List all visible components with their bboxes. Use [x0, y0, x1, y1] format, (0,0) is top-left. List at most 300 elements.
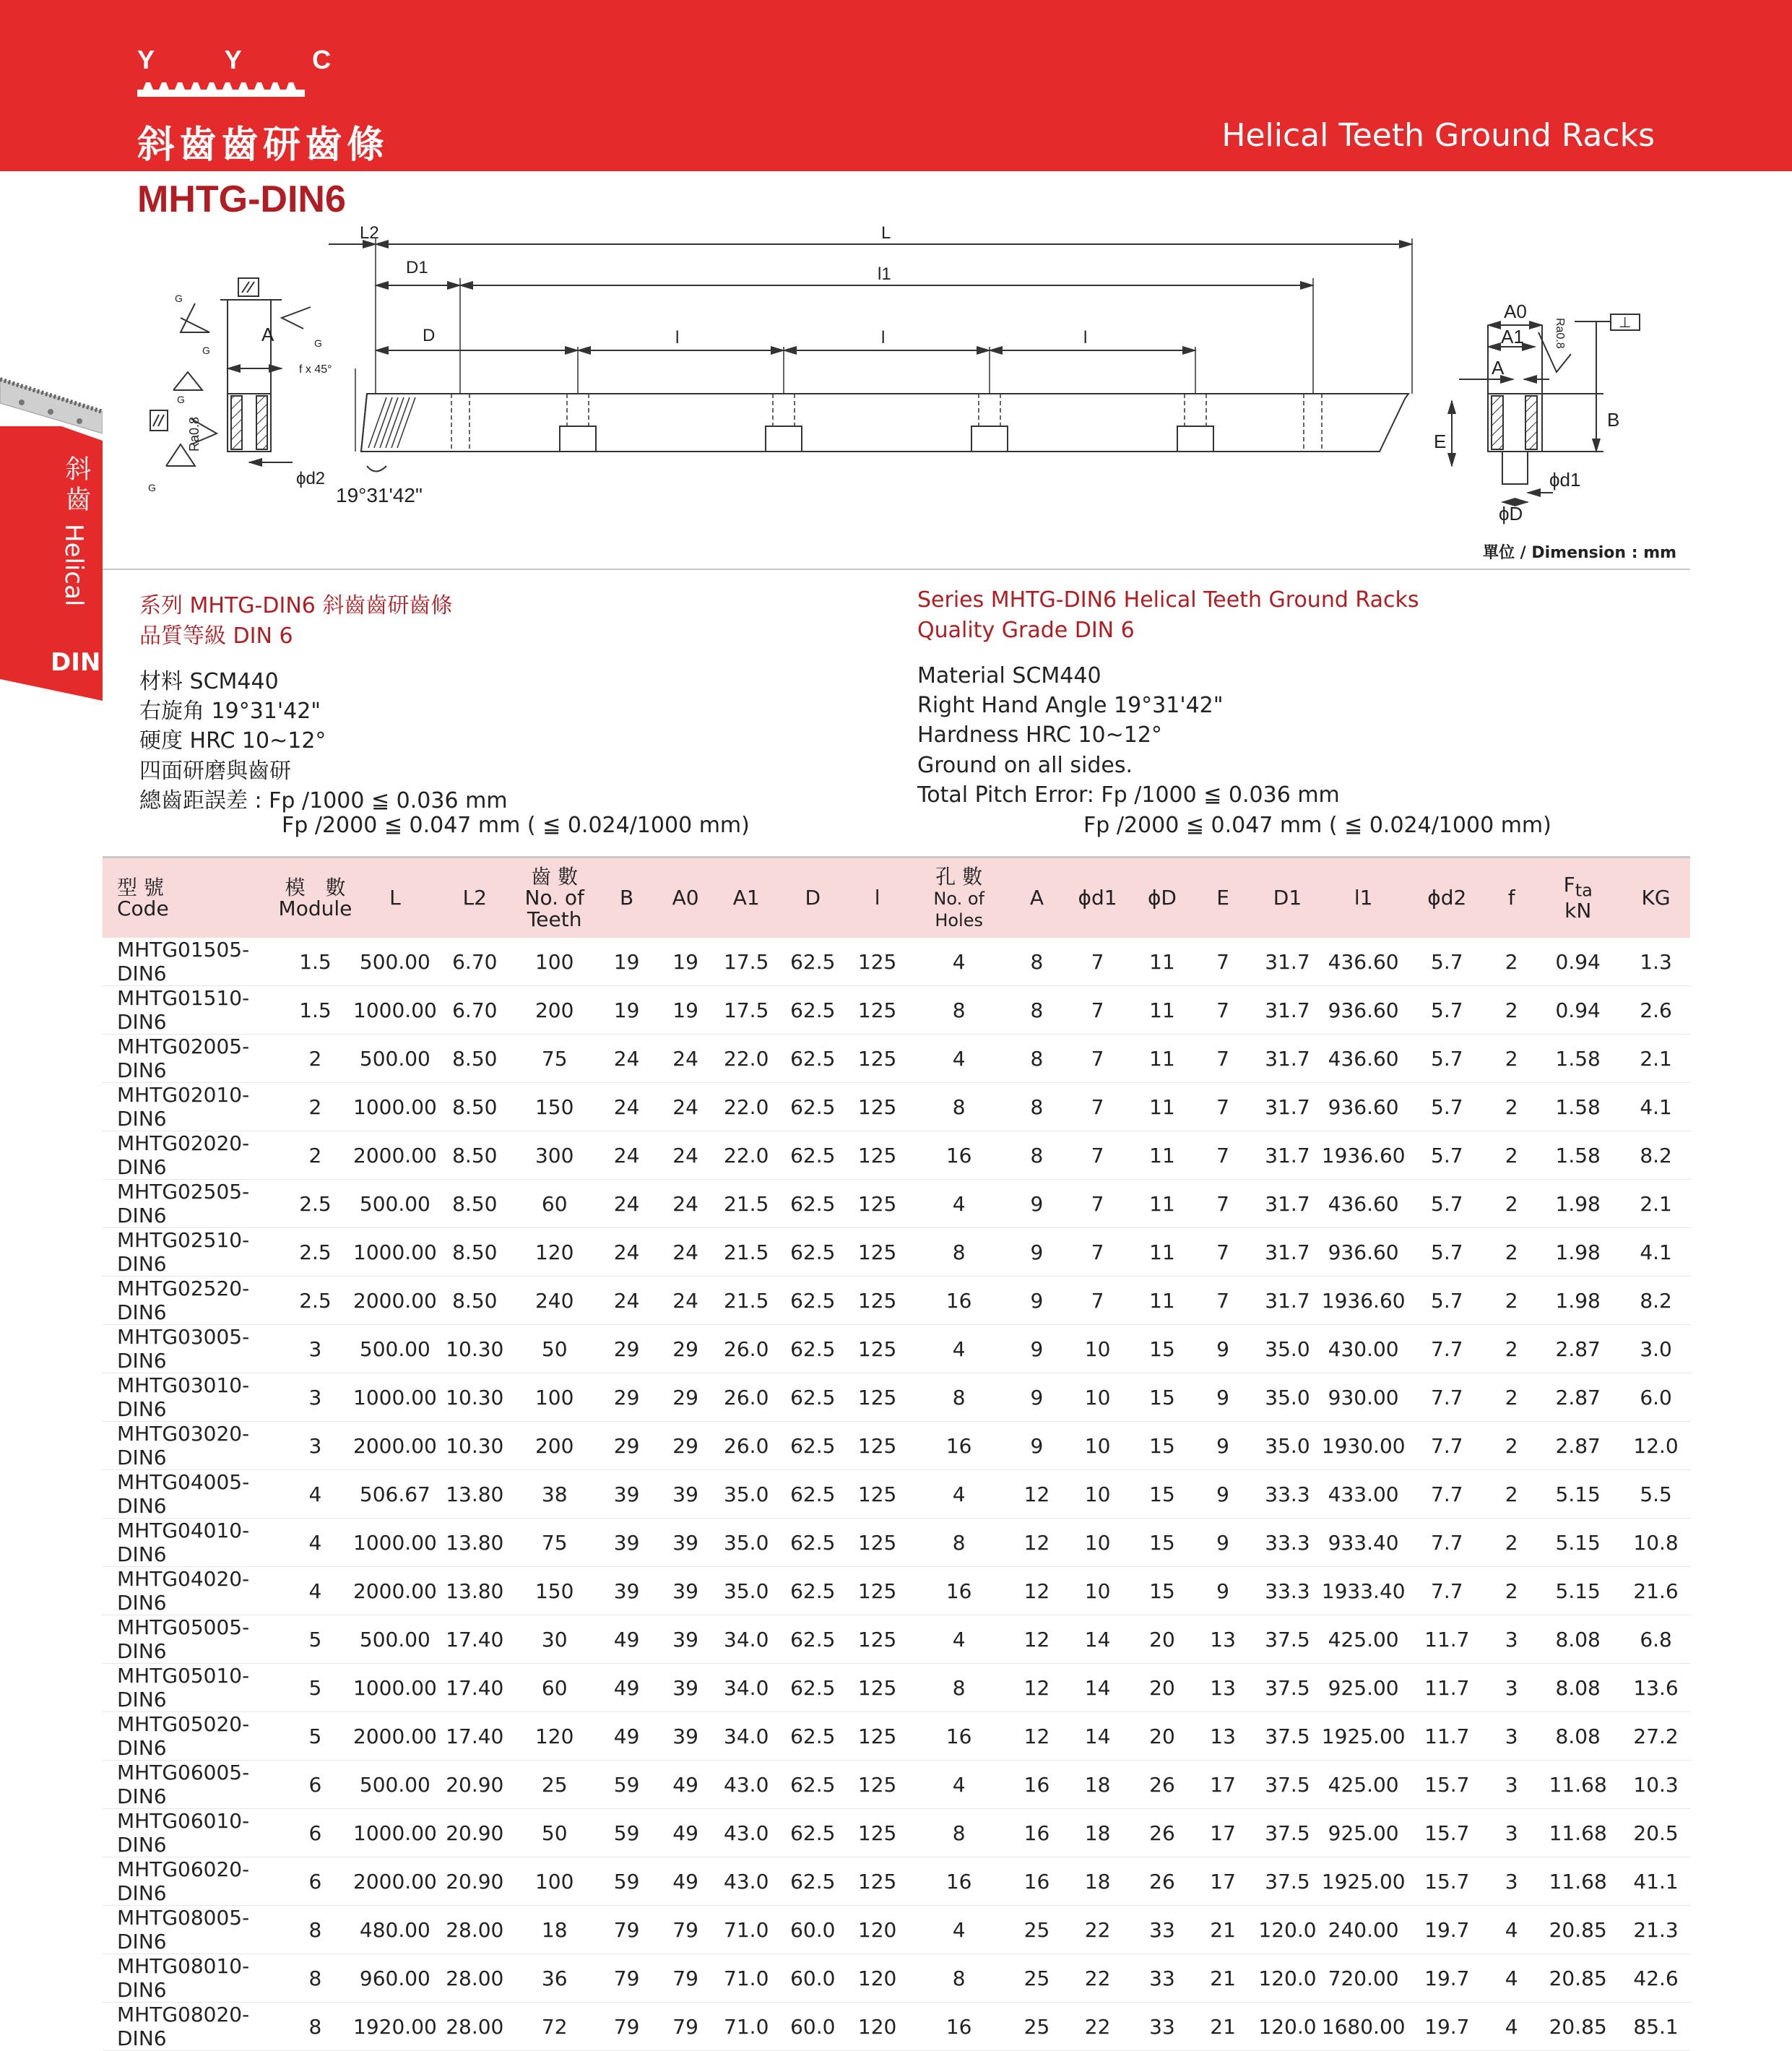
- table-cell: 24: [657, 1180, 714, 1228]
- table-cell: 37.5: [1253, 1664, 1322, 1712]
- table-cell: 13: [1192, 1664, 1253, 1712]
- table-cell: 2: [1489, 1131, 1534, 1180]
- table-cell: 22: [1063, 2003, 1132, 2051]
- table-cell: 18: [1063, 1761, 1132, 1809]
- table-cell: 7: [1192, 1228, 1253, 1277]
- table-cell: 2.87: [1534, 1373, 1622, 1422]
- table-cell: 8: [1010, 986, 1064, 1035]
- dim-D1: D1: [406, 258, 428, 277]
- table-cell: 17: [1192, 1809, 1253, 1857]
- cell-code: MHTG02010-DIN6: [103, 1083, 277, 1131]
- table-cell: 8.50: [437, 1180, 513, 1228]
- table-cell: 14: [1063, 1664, 1132, 1712]
- cell-code: MHTG08010-DIN6: [103, 1954, 277, 2003]
- table-cell: 7: [1063, 1228, 1132, 1277]
- table-row: [103, 1664, 1690, 1712]
- table-cell: 433.00: [1322, 1470, 1406, 1519]
- table-cell: 4: [908, 1325, 1010, 1373]
- table-cell: 25: [1010, 2003, 1064, 2051]
- th-L: L: [389, 886, 401, 910]
- table-cell: 150: [513, 1567, 597, 1615]
- cell-code: MHTG02005-DIN6: [103, 1035, 277, 1083]
- table-cell: 1925.00: [1322, 1857, 1406, 1906]
- table-cell: 7.7: [1405, 1519, 1489, 1567]
- spec-zh-pitch1: 總齒距誤差 : Fp /1000 ≦ 0.036 mm: [139, 788, 508, 813]
- table-cell: 4: [277, 1567, 353, 1615]
- technical-drawing: [137, 217, 1668, 542]
- table-cell: 17.5: [714, 938, 779, 986]
- table-cell: 13.80: [437, 1519, 513, 1567]
- table-cell: 125: [847, 1083, 908, 1131]
- th-phiD: ϕD: [1147, 886, 1177, 910]
- table-cell: 8: [908, 1519, 1010, 1567]
- table-cell: 15: [1132, 1470, 1192, 1519]
- table-cell: 8: [277, 2003, 353, 2051]
- table-cell: 49: [597, 1615, 657, 1664]
- table-cell: 17: [1192, 1761, 1253, 1809]
- cell-code: MHTG05005-DIN6: [103, 1615, 277, 1664]
- table-cell: 7: [1063, 986, 1132, 1035]
- table-cell: 10.30: [437, 1325, 513, 1373]
- table-cell: 120: [847, 1954, 908, 2003]
- table-cell: 2.5: [277, 1228, 353, 1277]
- table-cell: 5.15: [1534, 1519, 1622, 1567]
- title-zh: 斜齒齒研齒條: [137, 124, 389, 167]
- table-cell: 33: [1132, 2003, 1192, 2051]
- dim-l-1: l: [675, 328, 680, 347]
- table-cell: 4: [908, 1761, 1010, 1809]
- table-cell: 62.5: [779, 1615, 847, 1664]
- table-cell: 2000.00: [353, 1857, 437, 1906]
- spec-en-series: Series MHTG-DIN6 Helical Teeth Ground Racks: [917, 587, 1419, 613]
- table-cell: 1.5: [277, 938, 353, 986]
- table-cell: 11: [1132, 1035, 1192, 1083]
- cell-code: MHTG08005-DIN6: [103, 1906, 277, 1954]
- table-cell: 35.0: [714, 1567, 779, 1615]
- table-cell: 13.80: [437, 1470, 513, 1519]
- table-cell: 33: [1132, 1954, 1192, 2003]
- table-cell: 37.5: [1253, 1761, 1322, 1809]
- table-cell: 16: [1010, 1809, 1064, 1857]
- table-cell: 43.0: [714, 1857, 779, 1906]
- table-cell: 3: [277, 1373, 353, 1422]
- table-cell: 1.58: [1534, 1131, 1622, 1180]
- table-cell: 19: [657, 986, 714, 1035]
- table-cell: 39: [597, 1567, 657, 1615]
- table-cell: 125: [847, 1712, 908, 1761]
- table-cell: 7.7: [1405, 1373, 1489, 1422]
- table-cell: 11.68: [1534, 1857, 1622, 1906]
- table-cell: 5.15: [1534, 1567, 1622, 1615]
- table-cell: 9: [1192, 1325, 1253, 1373]
- table-cell: 19.7: [1405, 2003, 1489, 2051]
- dim-phi-d2: ϕd2: [296, 469, 326, 488]
- table-cell: 24: [657, 1228, 714, 1277]
- g-mark-3: G: [314, 337, 322, 349]
- table-cell: 26.0: [714, 1422, 779, 1470]
- spec-zh-pitch2: Fp /2000 ≦ 0.047 mm ( ≦ 0.024/1000 mm): [282, 813, 750, 838]
- table-cell: 22.0: [714, 1083, 779, 1131]
- table-cell: 36: [513, 1954, 597, 2003]
- table-cell: 71.0: [714, 2003, 779, 2051]
- th-kg: KG: [1641, 886, 1671, 910]
- table-cell: 5.7: [1405, 1180, 1489, 1228]
- th-d2: ϕd2: [1427, 886, 1467, 910]
- rack-elevation: [329, 238, 1412, 472]
- table-cell: 2.1: [1622, 1180, 1690, 1228]
- table-cell: 2: [1489, 1567, 1534, 1615]
- table-cell: 2: [1489, 986, 1534, 1035]
- table-cell: 38: [513, 1470, 597, 1519]
- table-cell: 79: [657, 1906, 714, 1954]
- table-cell: 125: [847, 1035, 908, 1083]
- table-cell: 28.00: [437, 1954, 513, 2003]
- th-A: A: [1029, 886, 1044, 910]
- table-cell: 500.00: [353, 938, 437, 986]
- table-cell: 34.0: [714, 1615, 779, 1664]
- table-cell: 960.00: [353, 1954, 437, 2003]
- table-row: [103, 938, 1690, 986]
- table-cell: 16: [908, 1422, 1010, 1470]
- table-cell: 10.3: [1622, 1761, 1690, 1809]
- table-cell: 125: [847, 1567, 908, 1615]
- table-cell: 0.94: [1534, 938, 1622, 986]
- th-teeth: 齒 數 No. of Teeth: [524, 864, 584, 931]
- table-cell: 5.5: [1622, 1470, 1690, 1519]
- table-cell: 20.85: [1534, 1906, 1622, 1954]
- table-cell: 2: [277, 1131, 353, 1180]
- cell-code: MHTG04005-DIN6: [103, 1470, 277, 1519]
- table-cell: 4: [277, 1470, 353, 1519]
- table-cell: 24: [597, 1035, 657, 1083]
- table-cell: 29: [597, 1422, 657, 1470]
- table-cell: 79: [657, 1954, 714, 2003]
- th-holes: 孔 數 No. of Holes: [933, 864, 984, 930]
- helix-angle: 19°31'42": [336, 484, 423, 506]
- table-cell: 8.50: [437, 1131, 513, 1180]
- table-cell: 20.90: [437, 1809, 513, 1857]
- table-cell: 9: [1010, 1228, 1064, 1277]
- th-module: 模 數 Module: [278, 875, 352, 920]
- table-cell: 62.5: [779, 1131, 847, 1180]
- table-cell: 62.5: [779, 1857, 847, 1906]
- table-cell: 37.5: [1253, 1857, 1322, 1906]
- table-cell: 62.5: [779, 986, 847, 1035]
- th-l1: l1: [1354, 886, 1373, 910]
- table-cell: 7: [1063, 1083, 1132, 1131]
- table-cell: 240: [513, 1277, 597, 1325]
- th-D1: D1: [1273, 886, 1302, 910]
- table-cell: 24: [657, 1131, 714, 1180]
- table-cell: 125: [847, 1857, 908, 1906]
- table-cell: 1.98: [1534, 1228, 1622, 1277]
- table-row: [103, 1615, 1690, 1664]
- table-cell: 21.5: [714, 1180, 779, 1228]
- table-cell: 1920.00: [353, 2003, 437, 2051]
- table-row: [103, 1035, 1690, 1083]
- dim-A-left: A: [261, 324, 274, 345]
- table-cell: 125: [847, 1422, 908, 1470]
- table-cell: 925.00: [1322, 1664, 1406, 1712]
- table-cell: 18: [1063, 1809, 1132, 1857]
- table-cell: 19: [597, 938, 657, 986]
- table-cell: 1936.60: [1322, 1131, 1406, 1180]
- table-cell: 19: [657, 938, 714, 986]
- cell-code: MHTG05010-DIN6: [103, 1664, 277, 1712]
- cell-code: MHTG02520-DIN6: [103, 1277, 277, 1325]
- table-cell: 2: [1489, 1083, 1534, 1131]
- table-cell: 4: [277, 1519, 353, 1567]
- table-cell: 8: [1010, 938, 1064, 986]
- spec-table: [103, 858, 1690, 2051]
- table-cell: 7: [1063, 938, 1132, 986]
- table-cell: 8: [908, 1373, 1010, 1422]
- table-row: [103, 1422, 1690, 1470]
- table-cell: 27.2: [1622, 1712, 1690, 1761]
- spec-zh-grade: 品質等級 DIN 6: [139, 623, 293, 649]
- table-cell: 125: [847, 1180, 908, 1228]
- table-cell: 31.7: [1253, 1131, 1322, 1180]
- table-cell: 34.0: [714, 1664, 779, 1712]
- table-cell: 8: [1010, 1083, 1064, 1131]
- table-cell: 35.0: [714, 1519, 779, 1567]
- table-cell: 2: [1489, 1325, 1534, 1373]
- table-cell: 39: [657, 1470, 714, 1519]
- table-cell: 7.7: [1405, 1470, 1489, 1519]
- cell-code: MHTG03010-DIN6: [103, 1373, 277, 1422]
- table-cell: 24: [657, 1277, 714, 1325]
- table-cell: 59: [597, 1809, 657, 1857]
- th-fta: $F_{ta}$ kN: [1563, 873, 1593, 923]
- table-cell: 42.6: [1622, 1954, 1690, 2003]
- table-cell: 4: [908, 1906, 1010, 1954]
- table-cell: 936.60: [1322, 986, 1406, 1035]
- cell-code: MHTG02020-DIN6: [103, 1131, 277, 1180]
- table-cell: 39: [597, 1470, 657, 1519]
- table-cell: 19.7: [1405, 1906, 1489, 1954]
- table-cell: 4: [908, 1180, 1010, 1228]
- table-cell: 125: [847, 938, 908, 986]
- table-cell: 19: [597, 986, 657, 1035]
- table-row: [103, 1325, 1690, 1373]
- table-cell: 13: [1192, 1712, 1253, 1761]
- side-tab-zh: 斜齒: [61, 455, 91, 516]
- table-cell: 22.0: [714, 1131, 779, 1180]
- table-cell: 2: [1489, 1035, 1534, 1083]
- table-cell: 2000.00: [353, 1277, 437, 1325]
- table-row: [103, 986, 1690, 1035]
- table-cell: 436.60: [1322, 938, 1406, 986]
- table-cell: 62.5: [779, 1035, 847, 1083]
- table-cell: 59: [597, 1761, 657, 1809]
- table-cell: 8: [908, 1083, 1010, 1131]
- table-cell: 39: [657, 1664, 714, 1712]
- table-cell: 9: [1010, 1422, 1064, 1470]
- table-cell: 2.87: [1534, 1325, 1622, 1373]
- table-cell: 2: [1489, 1470, 1534, 1519]
- table-cell: 430.00: [1322, 1325, 1406, 1373]
- table-cell: 120.0: [1253, 2003, 1322, 2051]
- table-cell: 100: [513, 1857, 597, 1906]
- dim-l-2: l: [881, 328, 886, 347]
- table-cell: 29: [657, 1325, 714, 1373]
- table-cell: 17.40: [437, 1664, 513, 1712]
- table-cell: 125: [847, 1325, 908, 1373]
- table-cell: 60.0: [779, 1954, 847, 2003]
- table-cell: 2: [1489, 1422, 1534, 1470]
- table-cell: 436.60: [1322, 1180, 1406, 1228]
- table-cell: 4: [908, 1470, 1010, 1519]
- table-cell: 10: [1063, 1373, 1132, 1422]
- table-cell: 39: [597, 1519, 657, 1567]
- table-cell: 11: [1132, 1228, 1192, 1277]
- table-cell: 62.5: [779, 1712, 847, 1761]
- dim-A0: A0: [1504, 301, 1527, 322]
- table-row: [103, 1857, 1690, 1906]
- table-cell: 6.70: [437, 986, 513, 1035]
- table-cell: 43.0: [714, 1809, 779, 1857]
- table-cell: 15: [1132, 1519, 1192, 1567]
- table-cell: 2: [1489, 938, 1534, 986]
- table-cell: 21.3: [1622, 1906, 1690, 1954]
- table-cell: 10: [1063, 1470, 1132, 1519]
- table-cell: 506.67: [353, 1470, 437, 1519]
- table-cell: 1930.00: [1322, 1422, 1406, 1470]
- table-cell: 79: [597, 1906, 657, 1954]
- table-cell: 60: [513, 1664, 597, 1712]
- table-cell: 15.7: [1405, 1809, 1489, 1857]
- table-cell: 13.6: [1622, 1664, 1690, 1712]
- table-cell: 3: [277, 1325, 353, 1373]
- th-d1: ϕd1: [1078, 886, 1117, 910]
- table-cell: 26: [1132, 1809, 1192, 1857]
- table-cell: 930.00: [1322, 1373, 1406, 1422]
- table-cell: 39: [657, 1615, 714, 1664]
- spec-en-ground: Ground on all sides.: [917, 753, 1133, 778]
- table-cell: 120.0: [1253, 1906, 1322, 1954]
- table-cell: 125: [847, 1615, 908, 1664]
- cell-code: MHTG02505-DIN6: [103, 1180, 277, 1228]
- table-cell: 3: [1489, 1615, 1534, 1664]
- table-cell: 2.1: [1622, 1035, 1690, 1083]
- table-cell: 17.40: [437, 1615, 513, 1664]
- table-cell: 16: [908, 1857, 1010, 1906]
- table-cell: 50: [513, 1809, 597, 1857]
- table-cell: 26.0: [714, 1325, 779, 1373]
- table-cell: 11: [1132, 1131, 1192, 1180]
- table-cell: 62.5: [779, 1277, 847, 1325]
- table-cell: 21: [1192, 1906, 1253, 1954]
- table-cell: 6: [277, 1809, 353, 1857]
- table-cell: 1000.00: [353, 1664, 437, 1712]
- th-A1: A1: [732, 886, 760, 910]
- table-cell: 22: [1063, 1954, 1132, 2003]
- table-cell: 25: [1010, 1906, 1064, 1954]
- table-cell: 100: [513, 1373, 597, 1422]
- cell-code: MHTG03020-DIN6: [103, 1422, 277, 1470]
- th-A0: A0: [672, 886, 699, 910]
- table-body: [103, 938, 1690, 2051]
- table-cell: 7.7: [1405, 1325, 1489, 1373]
- table-cell: 24: [597, 1083, 657, 1131]
- dim-E: E: [1434, 431, 1447, 452]
- table-row: [103, 1131, 1690, 1180]
- spec-en-grade: Quality Grade DIN 6: [917, 618, 1135, 643]
- table-cell: 7: [1192, 1083, 1253, 1131]
- table-cell: 7: [1063, 1131, 1132, 1180]
- table-cell: 17.40: [437, 1712, 513, 1761]
- table-cell: 16: [908, 1277, 1010, 1325]
- logo-text: Y Y C: [137, 45, 363, 74]
- table-cell: 20.90: [437, 1761, 513, 1809]
- table-cell: 20: [1132, 1615, 1192, 1664]
- table-cell: 8: [277, 1906, 353, 1954]
- table-cell: 62.5: [779, 1083, 847, 1131]
- table-cell: 18: [513, 1906, 597, 1954]
- table-cell: 62.5: [779, 1809, 847, 1857]
- table-cell: 1000.00: [353, 1228, 437, 1277]
- table-cell: 13.80: [437, 1567, 513, 1615]
- spec-en-material: Material SCM440: [917, 663, 1101, 688]
- table-cell: 29: [597, 1325, 657, 1373]
- table-cell: 26: [1132, 1761, 1192, 1809]
- table-cell: 150: [513, 1083, 597, 1131]
- cell-code: MHTG04020-DIN6: [103, 1567, 277, 1615]
- table-cell: 50: [513, 1325, 597, 1373]
- table-cell: 79: [597, 1954, 657, 2003]
- table-cell: 49: [657, 1857, 714, 1906]
- table-cell: 8.50: [437, 1277, 513, 1325]
- table-cell: 14: [1063, 1615, 1132, 1664]
- table-cell: 7.7: [1405, 1422, 1489, 1470]
- table-cell: 8.2: [1622, 1277, 1690, 1325]
- perpendicular-icon: ⊥: [1619, 315, 1632, 331]
- table-cell: 12: [1010, 1712, 1064, 1761]
- table-cell: 2: [1489, 1277, 1534, 1325]
- table-cell: 11.7: [1405, 1615, 1489, 1664]
- table-cell: 500.00: [353, 1761, 437, 1809]
- table-cell: 30: [513, 1615, 597, 1664]
- table-cell: 12: [1010, 1664, 1064, 1712]
- th-E: E: [1216, 886, 1229, 910]
- table-cell: 1.3: [1622, 938, 1690, 986]
- table-cell: 7: [1063, 1035, 1132, 1083]
- table-cell: 3.0: [1622, 1325, 1690, 1373]
- table-row: [103, 1373, 1690, 1422]
- table-cell: 16: [908, 1567, 1010, 1615]
- table-cell: 29: [657, 1373, 714, 1422]
- table-cell: 9: [1192, 1470, 1253, 1519]
- table-cell: 15: [1132, 1567, 1192, 1615]
- table-cell: 33: [1132, 1906, 1192, 1954]
- th-code: 型 號 Code: [117, 875, 169, 920]
- table-cell: 62.5: [779, 1519, 847, 1567]
- table-cell: 31.7: [1253, 1228, 1322, 1277]
- table-cell: 480.00: [353, 1906, 437, 1954]
- table-cell: 5: [277, 1712, 353, 1761]
- table-cell: 1.58: [1534, 1083, 1622, 1131]
- cell-code: MHTG01505-DIN6: [103, 938, 277, 986]
- dim-phi-D: ϕD: [1499, 503, 1523, 524]
- table-cell: 3: [277, 1422, 353, 1470]
- table-cell: 8: [908, 1228, 1010, 1277]
- table-cell: 1933.40: [1322, 1567, 1406, 1615]
- table-cell: 0.94: [1534, 986, 1622, 1035]
- table-cell: 22.0: [714, 1035, 779, 1083]
- g-mark-1: G: [175, 293, 183, 304]
- table-row: [103, 1277, 1690, 1325]
- table-cell: 62.5: [779, 938, 847, 986]
